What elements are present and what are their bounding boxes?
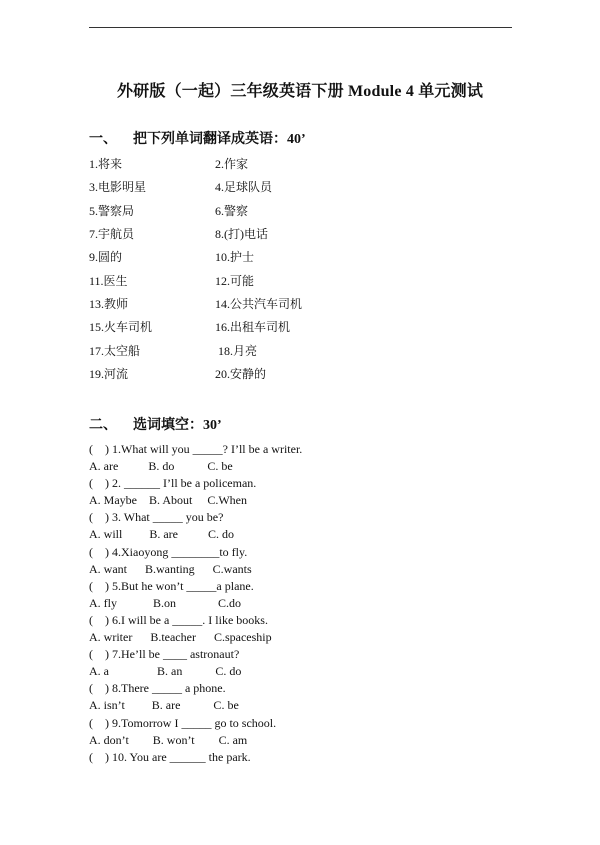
vocab-item: 10.护士: [215, 250, 255, 265]
question-line: ( ) 4.Xiaoyong ________to fly.: [89, 544, 248, 559]
vocab-item: 12.可能: [215, 273, 255, 288]
vocab-item: 16.出租车司机: [215, 320, 291, 335]
section-1-title: 把下列单词翻译成英语：40’: [133, 132, 306, 147]
options-line: A. writer B.teacher C.spaceship: [89, 630, 272, 645]
section-2-title: 选词填空：30’: [133, 418, 222, 433]
vocab-item: 14.公共汽车司机: [215, 296, 303, 311]
vocab-item: 1.将来: [89, 157, 123, 172]
question-line: ( ) 10. You are ______ the park.: [89, 749, 251, 764]
vocab-item: 7.宇航员: [89, 227, 135, 242]
vocab-list: [89, 152, 389, 385]
question-line: ( ) 8.There _____ a phone.: [89, 681, 226, 696]
vocab-row: [89, 338, 389, 361]
section-1-heading: [89, 128, 306, 148]
question-line: ( ) 6.I will be a _____. I like books.: [89, 612, 268, 627]
section-1-number: 一、: [89, 132, 117, 147]
vocab-row: [89, 152, 389, 175]
vocab-row: [89, 222, 389, 245]
vocab-item: 9.圆的: [89, 250, 123, 265]
vocab-item: 19.河流: [89, 366, 129, 381]
vocab-item: 8.(打)电话: [215, 227, 268, 242]
vocab-item: 4.足球队员: [215, 180, 273, 195]
vocab-item: 18.月亮: [215, 343, 258, 358]
vocab-item: 11.医生: [89, 273, 128, 288]
vocab-row: [89, 315, 389, 338]
vocab-row: [89, 245, 389, 268]
question-line: ( ) 5.But he won’t _____a plane.: [89, 578, 254, 593]
options-line: A. a B. an C. do: [89, 664, 242, 679]
vocab-item: 17.太空船: [89, 343, 141, 358]
options-line: A. fly B.on C.do: [89, 595, 242, 610]
vocab-row: [89, 175, 389, 198]
vocab-item: 6.警察: [215, 203, 249, 218]
vocab-row: [89, 199, 389, 222]
vocab-item: 13.教师: [89, 296, 129, 311]
question-line: ( ) 2. ______ I’ll be a policeman.: [89, 476, 257, 491]
vocab-row: [89, 268, 389, 291]
question-line: ( ) 1.What will you _____? I’ll be a writer.: [89, 442, 303, 456]
page-title: 外研版（一起）三年级英语下册 Module 4 单元测试: [116, 83, 484, 100]
header-rule: [89, 27, 512, 28]
vocab-item: 20.安静的: [215, 366, 267, 381]
options-line: A. want B.wanting C.wants: [89, 561, 252, 576]
options-line: A. Maybe B. About C.When: [89, 493, 247, 508]
vocab-row: [89, 362, 389, 385]
section-2-heading: [89, 414, 222, 434]
question-line: ( ) 7.He’ll be ____ astronaut?: [89, 647, 240, 662]
vocab-item: 3.电影明星: [89, 180, 147, 195]
section-2-number: 二、: [89, 418, 117, 433]
options-line: A. don’t B. won’t C. am: [89, 732, 248, 747]
question-line: ( ) 9.Tomorrow I _____ go to school.: [89, 715, 277, 730]
options-line: A. isn’t B. are C. be: [89, 698, 239, 713]
vocab-item: 5.警察局: [89, 203, 135, 218]
options-line: A. will B. are C. do: [89, 527, 234, 542]
vocab-item: 15.火车司机: [89, 320, 153, 335]
fill-in-quiz: [89, 441, 509, 766]
vocab-row: [89, 292, 389, 315]
options-line: A. are B. do C. be: [89, 459, 233, 474]
question-line: ( ) 3. What _____ you be?: [89, 510, 224, 525]
vocab-item: 2.作家: [215, 157, 249, 172]
